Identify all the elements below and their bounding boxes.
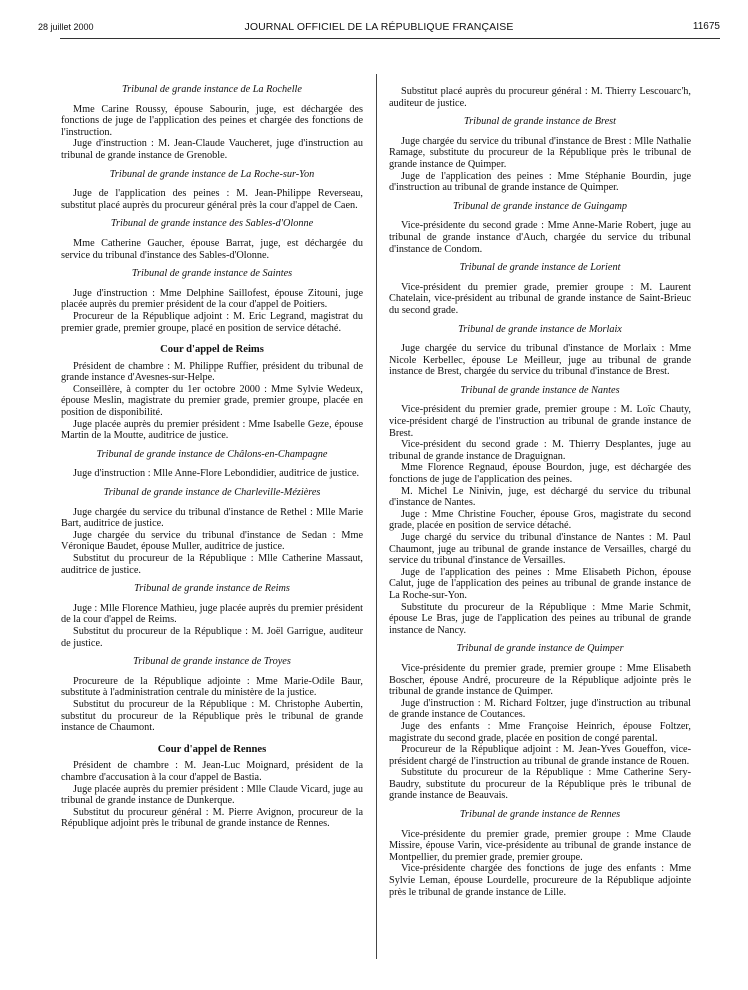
paragraph: Vice-présidente chargée des fonctions de juge des enfants : Mme Sylvie Leman, épouse Lourdelle, procureure de la République adjointe près le tribunal de grande instance de Lille. xyxy=(389,863,691,898)
section-title: Tribunal de grande instance de La Roche-sur-Yon xyxy=(109,168,315,180)
section-title: Tribunal de grande instance de Troyes xyxy=(133,656,291,668)
paragraph: Président de chambre : M. Philippe Ruffier, président du tribunal de grande instance d'Avesnes-sur-Helpe. xyxy=(61,360,363,384)
paragraph: Mme Florence Regnaud, épouse Bourdon, juge, est déchargée des fonctions de juge de l'application des peines. xyxy=(389,462,691,486)
section-title: Tribunal de grande instance des Sables-d'Olonne xyxy=(110,218,314,230)
paragraph: Juge chargée du service du tribunal d'instance de Rethel : Mlle Marie Bart, auditrice de justice. xyxy=(61,506,363,530)
paragraph: Président de chambre : M. Jean-Luc Moignard, président de la chambre d'accusation à la cour d'appel de Bastia. xyxy=(61,760,363,783)
paragraph: Juge de l'application des peines : M. Jean-Philippe Reverseau, substitut placé auprès du procureur général près la cour d'appel de Caen. xyxy=(61,188,363,211)
section-title: Tribunal de grande instance de Châlons-en-Champagne xyxy=(96,448,328,460)
section-title: Tribunal de grande instance de Rennes xyxy=(459,809,621,821)
paragraph: Substitute du procureur de la République : Mme Catherine Sery-Baudry, substitute du procureur de la République près le tribunal de grande instance de Beauvais. xyxy=(389,767,691,802)
paragraph: Juge placée auprès du premier président : Mlle Claude Vicard, juge au tribunal de grande instance de Dunkerque. xyxy=(61,783,363,807)
paragraph: Juge d'instruction : M. Richard Foltzer, juge d'instruction au tribunal de grande instance de Coutances. xyxy=(389,697,691,721)
paragraph: Mme Catherine Gaucher, épouse Barrat, juge, est déchargée du service du tribunal d'instance des Sables-d'Olonne. xyxy=(61,237,363,261)
left-column xyxy=(61,84,363,830)
paragraph: Substitute du procureur de la République : Mme Marie Schmit, épouse Le Bras, juge de l'application des peines au tribunal de grande instance de Nancy. xyxy=(389,601,691,636)
paragraph: Conseillère, à compter du 1er octobre 2000 : Mme Sylvie Wedeux, épouse Meslin, magistrate du premier grade, premier groupe, placée en position de disponibilité. xyxy=(61,383,363,419)
header-date: 28 juillet 2000 xyxy=(38,22,94,32)
paragraph: Juge : Mme Christine Foucher, épouse Gros, magistrate du second grade, placée en position de service détaché. xyxy=(389,508,691,532)
section-title: Tribunal de grande instance de La Rochelle xyxy=(122,84,302,95)
court-title: Cour d'appel de Reims xyxy=(160,344,264,356)
paragraph: Juge de l'application des peines : Mme Stéphanie Bourdin, juge d'instruction au tribunal de grande instance de Quimper. xyxy=(389,170,691,194)
paragraph: Juge de l'application des peines : Mme Elisabeth Pichon, épouse Calut, juge de l'application des peines au tribunal de grande instance de La Roche-sur-Yon. xyxy=(389,566,691,601)
paragraph: Juge : Mlle Florence Mathieu, juge placée auprès du premier président de la cour d'appel de Reims. xyxy=(61,602,363,626)
right-column xyxy=(389,86,691,898)
section-title: Tribunal de grande instance de Morlaix xyxy=(458,323,622,335)
paragraph: Vice-président du premier grade, premier groupe : M. Laurent Chatelain, vice-président au tribunal de grande instance de Saint-Brieuc du second grade. xyxy=(389,281,691,316)
section-title: Tribunal de grande instance de Brest xyxy=(464,116,616,128)
paragraph: Vice-président du premier grade, premier groupe : M. Loïc Chauty, vice-président chargé de l'instruction au tribunal de grande instance de Brest. xyxy=(389,404,691,439)
paragraph: Mme Carine Roussy, épouse Sabourin, juge, est déchargée des fonctions de juge de l'application des peines et chargée des fonctions de l'instruction. xyxy=(61,103,363,138)
page-number: 11675 xyxy=(692,21,720,32)
section-title: Tribunal de grande instance de Nantes xyxy=(460,384,620,396)
section-title: Tribunal de grande instance de Charleville-Mézières xyxy=(103,487,321,499)
court-title: Cour d'appel de Rennes xyxy=(157,743,267,755)
section-title: Tribunal de grande instance de Quimper xyxy=(456,643,624,655)
paragraph: Juge des enfants : Mme Françoise Heinrich, épouse Foltzer, magistrate du second grade, placée en position de congé parental. xyxy=(389,720,691,744)
paragraph: Juge chargée du service du tribunal d'instance de Morlaix : Mme Nicole Kerbellec, épouse Le Meilleur, juge au tribunal de grande instance de Brest, chargée du service du tribunal d'instance de Brest. xyxy=(389,343,691,378)
paragraph: Substitut placé auprès du procureur général : M. Thierry Lescouarc'h, auditeur de justice. xyxy=(389,86,691,109)
paragraph: Vice-président du second grade : M. Thierry Desplantes, juge au tribunal de grande instance de Draguignan. xyxy=(389,439,691,462)
paragraph: Substitut du procureur de la République : M. Christophe Aubertin, substitut du procureur de la République près le tribunal de grande instance de Chaumont. xyxy=(61,698,363,734)
paragraph: Juge chargée du service du tribunal d'instance de Sedan : Mme Véronique Baudet, épouse Muller, auditrice de justice. xyxy=(61,529,363,553)
paragraph: Juge placée auprès du premier président : Mme Isabelle Geze, épouse Martin de la Moutte, auditrice de justice. xyxy=(61,418,363,442)
paragraph: Juge d'instruction : Mme Delphine Saillofest, épouse Zitouni, juge placée auprès du premier président de la cour d'appel de Poitiers. xyxy=(61,287,363,311)
section-title: Tribunal de grande instance de Reims xyxy=(134,583,290,595)
paragraph: Substitut du procureur de la République : Mlle Catherine Massaut, auditrice de justice. xyxy=(61,553,363,576)
paragraph: Juge d'instruction : M. Jean-Claude Vaucheret, juge d'instruction au tribunal de grande instance de Grenoble. xyxy=(61,138,363,161)
header-rule xyxy=(60,38,720,39)
section-title: Tribunal de grande instance de Saintes xyxy=(131,268,293,280)
paragraph: Substitut du procureur général : M. Pierre Avignon, procureur de la République adjoint près le tribunal de grande instance de Rennes. xyxy=(61,806,363,830)
paragraph: Juge d'instruction : Mlle Anne-Flore Lebondidier, auditrice de justice. xyxy=(73,468,360,480)
paragraph: Procureur de la République adjoint : M. Eric Legrand, magistrat du premier grade, premier groupe, placé en position de service détaché. xyxy=(61,310,363,334)
journal-title: JOURNAL OFFICIEL DE LA RÉPUBLIQUE FRANÇAISE xyxy=(244,21,514,33)
section-title: Tribunal de grande instance de Guingamp xyxy=(453,200,627,212)
paragraph: Procureure de la République adjointe : Mme Marie-Odile Baur, substitute à l'administration centrale du ministère de la justice. xyxy=(61,675,363,699)
page-header xyxy=(38,14,720,34)
section-title: Tribunal de grande instance de Lorient xyxy=(459,262,621,274)
paragraph: Vice-présidente du premier grade, premier groupe : Mme Elisabeth Boscher, épouse André, procureure de la République adjointe près le tribunal de grande instance de Quimper. xyxy=(389,662,691,698)
paragraph: Juge chargée du service du tribunal d'instance de Brest : Mlle Nathalie Ramage, substitute du procureur de la République près le tribunal de grande instance de Quimper. xyxy=(389,135,691,170)
paragraph: Vice-présidente du premier grade, premier groupe : Mme Claude Missire, épouse Varin, vice-présidente au tribunal de grande instance de Montpellier, du premier grade, premier groupe. xyxy=(389,828,691,863)
paragraph: Procureur de la République adjoint : M. Jean-Yves Goueffon, vice-président chargé de l'instruction au tribunal de grande instance de Rouen. xyxy=(389,744,691,767)
paragraph: Vice-présidente du second grade : Mme Anne-Marie Robert, juge au tribunal de grande instance d'Auch, chargée du service du tribunal d'instance de Condom. xyxy=(389,220,691,255)
paragraph: M. Michel Le Ninivin, juge, est déchargé du service du tribunal d'instance de Nantes. xyxy=(389,485,691,509)
column-separator xyxy=(376,74,377,959)
paragraph: Juge chargé du service du tribunal d'instance de Nantes : M. Paul Chaumont, juge au tribunal de grande instance de Versailles, chargé du service du tribunal d'instance de Versailles. xyxy=(389,532,691,567)
paragraph: Substitut du procureur de la République : M. Joël Garrigue, auditeur de justice. xyxy=(61,625,363,649)
